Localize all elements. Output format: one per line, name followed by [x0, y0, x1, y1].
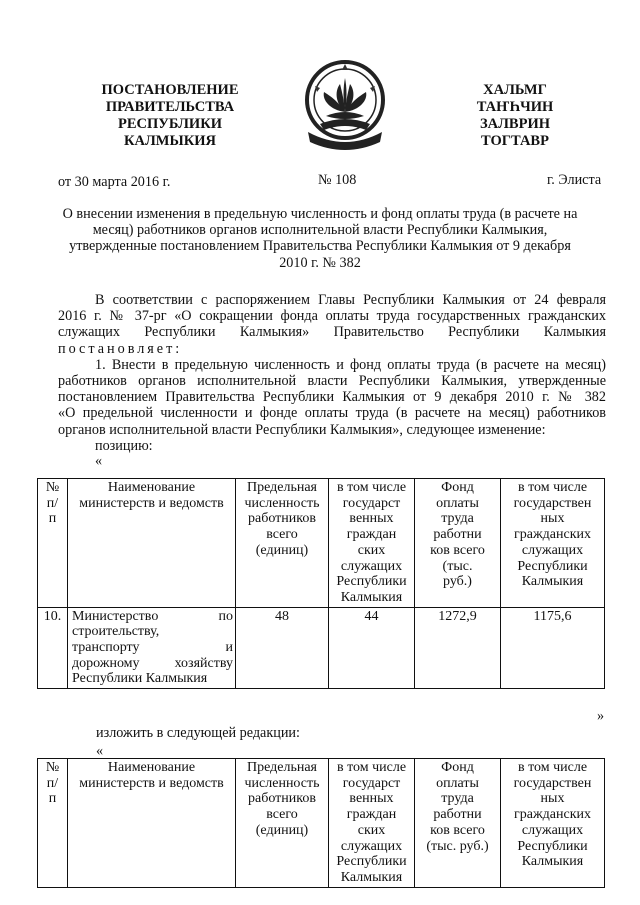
- title-line: утвержденные постановлением Правительства Республики Калмыкия от 9 декабря: [69, 238, 571, 255]
- open-quote: «: [95, 453, 103, 470]
- document-title: [30, 206, 610, 271]
- cell-ministry-name: Министерство по строительству, транспорту и дорожному хозяйству Республики Калмыкия: [68, 607, 236, 689]
- item1-line: работников органов исполнительной власти Республики Калмыкия, утвержденные: [58, 373, 606, 390]
- item1-line: органов исполнительной власти Республики Калмыкия», следующее изменение:: [58, 421, 546, 438]
- title-line: О внесении изменения в предельную численность и фонд оплаты труда (в расчете на: [62, 206, 578, 222]
- header-right-line: ТОГТАВР: [481, 133, 549, 149]
- header-left-line: РЕСПУБЛИКИ: [117, 116, 223, 132]
- header-cell-name: Наименование министерств и ведомств: [68, 759, 236, 888]
- header-left-line: ПРАВИТЕЛЬСТВА: [105, 99, 235, 115]
- header-left-line: КАЛМЫКИЯ: [124, 133, 216, 149]
- title-line: 2010 г. № 382: [279, 254, 361, 271]
- header-cell-fund-civil: в том числе государствен ных гражданских служащих Республики Калмыкия: [501, 759, 605, 888]
- header-right-line: ЗАЛВРИН: [479, 116, 550, 132]
- table-header-row: [38, 479, 605, 608]
- resolves-word: постановляет:: [58, 340, 183, 357]
- header-cell-fund: Фонд оплаты труда работни ков всего (тыс. руб.): [415, 479, 501, 608]
- preamble-line: 2016 г. № 37-рг «О сокращении фонда оплаты труда государственных гражданских: [58, 308, 606, 325]
- header-cell-number: № п/ п: [38, 759, 68, 888]
- cell-fund: 1272,9: [415, 607, 501, 689]
- preamble-line: В соответствии с распоряжением Главы Республики Калмыкия от 24 февраля: [95, 292, 606, 308]
- close-quote: »: [597, 708, 605, 724]
- staff-table-old: [37, 478, 605, 689]
- document-date: от 30 марта 2016 г.: [58, 174, 171, 190]
- emblem-icon: [290, 52, 400, 162]
- header-cell-fund: Фонд оплаты труда работни ков всего (тыс. руб.): [415, 759, 501, 888]
- cell-limit: 48: [236, 607, 329, 689]
- item1-line: 1. Внести в предельную численность и фонд оплаты труда (в расчете на месяц): [95, 356, 606, 373]
- title-line: месяц) работников органов исполнительной власти Республики Калмыкия,: [92, 222, 548, 239]
- header-right-title: [440, 82, 590, 150]
- cell-fund-civil: 1175,6: [501, 607, 605, 689]
- cell-number: 10.: [38, 607, 68, 689]
- staff-table-new: [37, 758, 605, 888]
- header-cell-limit: Предельная численность работников всего (единиц): [236, 759, 329, 888]
- position-label: позицию:: [95, 437, 153, 454]
- header-cell-civil: в том числе государст венных граждан ских служащих Республики Калмыкия: [329, 479, 415, 608]
- document-number: № 108: [318, 172, 357, 188]
- header-cell-name: Наименование министерств и ведомств: [68, 479, 236, 608]
- header-right-line: ТАҤҺЧИН: [476, 99, 554, 115]
- preamble: [58, 292, 606, 468]
- item1-line: постановлением Правительства Республики Калмыкия от 9 декабря 2010 г. № 382: [58, 389, 606, 406]
- header-left-line: ПОСТАНОВЛЕНИЕ: [101, 82, 239, 98]
- open-quote-2: «: [96, 743, 104, 759]
- header-cell-fund-civil: в том числе государствен ных гражданских служащих Республики Калмыкия: [501, 479, 605, 608]
- table-row: [38, 607, 605, 689]
- replace-label: изложить в следующей редакции:: [96, 725, 300, 741]
- table-header-row: [38, 759, 605, 888]
- item1-line: «О предельной численности и фонде оплаты труда (в расчете на месяц) работников: [58, 405, 606, 422]
- preamble-line: служащих Республики Калмыкия» Правительство Республики Калмыкия: [58, 324, 606, 341]
- document-city: г. Элиста: [547, 172, 602, 188]
- header-cell-civil: в том числе государст венных граждан ских служащих Республики Калмыкия: [329, 759, 415, 888]
- header-left-title: [85, 82, 255, 150]
- header-right-line: ХАЛЬМГ: [483, 82, 547, 98]
- header-cell-number: № п/ п: [38, 479, 68, 608]
- cell-civil: 44: [329, 607, 415, 689]
- header-cell-limit: Предельная численность работников всего (единиц): [236, 479, 329, 608]
